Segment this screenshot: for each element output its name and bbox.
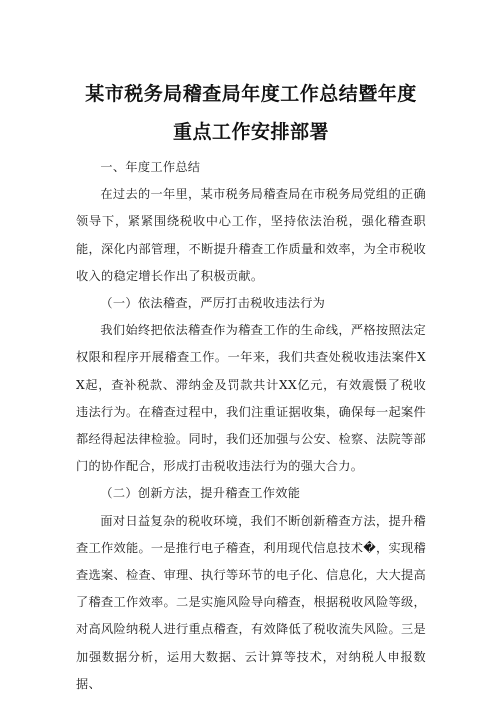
subsection2-heading: （二）创新方法，提升稽查工作效能 — [100, 486, 301, 501]
document-title-line1: 某市税务局稽查局年度工作总结暨年度 — [85, 83, 417, 105]
subsection1-heading: （一）依法稽查，严厉打击税收违法行为 — [100, 296, 326, 311]
paragraph-3: 面对日益复杂的税收环境，我们不断创新稽查方法，提升稽查工作效能。一是推行电子稽查，利用现代信息技术�，实现稽查选案、检查、审理、执行等环节的电子化、信息化，大大提高了稽查工作效率。二是实施风险导向稽查，根据税收风险等级，对高风险纳税人进行重点稽查，有效降低了税收流失风险。三是加强数据分析，运用大数据、云计算等技术，对纳税人申报数据、 — [76, 513, 426, 691]
section1-heading: 一、年度工作总结 — [100, 160, 201, 174]
paragraph-1: 在过去的一年里，某市税务局稽查局在市税务局党组的正确领导下，紧紧围绕税收中心工作，坚持依法治税，强化稽查职能，深化内部管理，不断提升稽查工作质量和效率，为全市税收收入的稳定增长作出了积极贡献。 — [76, 187, 426, 283]
document-title-line2: 重点工作安排部署 — [172, 121, 329, 143]
paragraph-2: 我们始终把依法稽查作为稽查工作的生命线，严格按照法定权限和程序开展稽查工作。一年来，我们共查处税收违法案件XX起，查补税款、滞纳金及罚款共计XX亿元，有效震慑了税收违法行为。在稽查过程中，我们注重证据收集，确保每一起案件都经得起法律检验。同时，我们还加强与公安、检察、法院等部门的协作配合，形成打击税收违法行为的强大合力。 — [76, 323, 426, 474]
